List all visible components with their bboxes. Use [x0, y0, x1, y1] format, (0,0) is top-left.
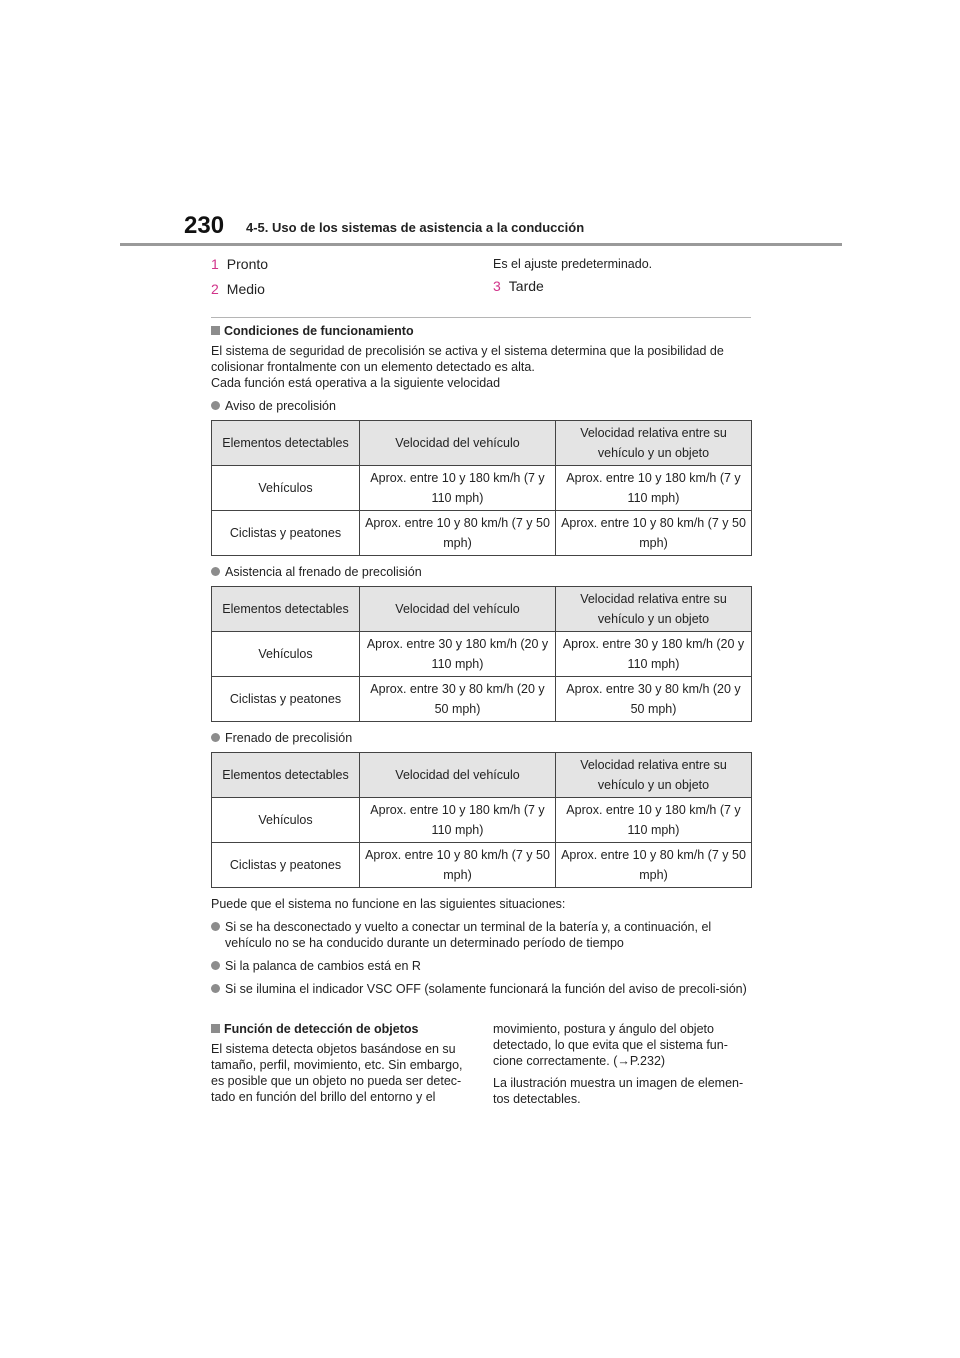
table-cell: Aprox. entre 10 y 180 km/h (7 y 110 mph) [556, 798, 752, 843]
situation-item: Si la palanca de cambios está en R [211, 958, 751, 974]
table-cell: Aprox. entre 10 y 80 km/h (7 y 50 mph) [360, 843, 556, 888]
table-cell: Aprox. entre 10 y 80 km/h (7 y 50 mph) [360, 511, 556, 556]
detection-right-column [493, 1021, 755, 1107]
square-bullet-icon [211, 326, 220, 335]
table-row [212, 798, 752, 843]
section-divider [211, 317, 751, 318]
table-cell: Ciclistas y peatones [212, 843, 360, 888]
conditions-heading: Condiciones de funcionamiento [211, 323, 751, 339]
table-cell: Vehículos [212, 632, 360, 677]
detection-text-right-1: movimiento, postura y ángulo del objeto detectado, lo que evita que el sistema fun-cione correctamente. (→P.232) [493, 1022, 728, 1068]
item-label: Medio [226, 281, 265, 297]
table-1-bullet: Aviso de precolisión [211, 398, 751, 414]
conditions-line-1: El sistema de seguridad de precolisión se activa y el sistema determina que la posibilidad de [211, 344, 724, 358]
header-cell: Velocidad relativa entre su vehículo y un objeto [556, 587, 752, 632]
speed-table-brake-assist [211, 586, 752, 722]
item-number: 1 [211, 256, 219, 272]
item-number: 3 [493, 278, 501, 294]
circle-bullet-icon [211, 984, 220, 993]
table-cell: Aprox. entre 30 y 80 km/h (20 y 50 mph) [556, 677, 752, 722]
table-row [212, 511, 752, 556]
table-cell: Aprox. entre 30 y 80 km/h (20 y 50 mph) [360, 677, 556, 722]
table-cell: Aprox. entre 10 y 80 km/h (7 y 50 mph) [556, 843, 752, 888]
table-row [212, 677, 752, 722]
table-cell: Aprox. entre 10 y 180 km/h (7 y 110 mph) [360, 798, 556, 843]
header-cell: Elementos detectables [212, 587, 360, 632]
table-cell: Ciclistas y peatones [212, 677, 360, 722]
timing-item-2 [211, 281, 265, 297]
table-row [212, 632, 752, 677]
table-row [212, 466, 752, 511]
header-cell: Velocidad del vehículo [360, 753, 556, 798]
section-title: 4-5. Uso de los sistemas de asistencia a la conducción [246, 220, 585, 235]
header-cell: Elementos detectables [212, 753, 360, 798]
header-cell: Velocidad del vehículo [360, 587, 556, 632]
circle-bullet-icon [211, 567, 220, 576]
table-cell: Ciclistas y peatones [212, 511, 360, 556]
header-cell: Elementos detectables [212, 421, 360, 466]
detection-text-left: El sistema detecta objetos basándose en su tamaño, perfil, movimiento, etc. Sin embargo, es posible que un objeto no pueda ser detec-tado en función del brillo del entorno y el [211, 1042, 463, 1104]
table-cell: Aprox. entre 30 y 180 km/h (20 y 110 mph) [556, 632, 752, 677]
detection-heading: Función de detección de objetos [211, 1021, 473, 1037]
item-label: Pronto [226, 256, 269, 272]
square-bullet-icon [211, 1024, 220, 1033]
table-row [212, 843, 752, 888]
speed-table-braking [211, 752, 752, 888]
timing-item-3 [493, 278, 544, 294]
header-cell: Velocidad del vehículo [360, 421, 556, 466]
header-divider [120, 243, 842, 246]
timing-item-1 [211, 256, 268, 272]
header-cell: Velocidad relativa entre su vehículo y un objeto [556, 753, 752, 798]
detection-text-right-2: La ilustración muestra un imagen de elemen-tos detectables. [493, 1076, 744, 1106]
situations-intro: Puede que el sistema no funcione en las siguientes situaciones: [211, 897, 566, 911]
circle-bullet-icon [211, 922, 220, 931]
detection-left-column [211, 1021, 473, 1105]
table-cell: Aprox. entre 10 y 180 km/h (7 y 110 mph) [360, 466, 556, 511]
table-cell: Aprox. entre 10 y 180 km/h (7 y 110 mph) [556, 466, 752, 511]
item-label: Tarde [508, 278, 544, 294]
table-cell: Vehículos [212, 466, 360, 511]
table-cell: Vehículos [212, 798, 360, 843]
table-cell: Aprox. entre 30 y 180 km/h (20 y 110 mph) [360, 632, 556, 677]
page-number: 230 [184, 212, 225, 239]
situation-item: Si se ilumina el indicador VSC OFF (solamente funcionará la función del aviso de precoli-sión) [211, 981, 751, 997]
circle-bullet-icon [211, 401, 220, 410]
speed-table-warning [211, 420, 752, 556]
table-3-bullet: Frenado de precolisión [211, 730, 751, 746]
table-2-bullet: Asistencia al frenado de precolisión [211, 564, 751, 580]
default-note: Es el ajuste predeterminado. [493, 257, 653, 271]
item-number: 2 [211, 281, 219, 297]
circle-bullet-icon [211, 961, 220, 970]
circle-bullet-icon [211, 733, 220, 742]
conditions-line-3: Cada función está operativa a la siguiente velocidad [211, 376, 501, 390]
table-cell: Aprox. entre 10 y 80 km/h (7 y 50 mph) [556, 511, 752, 556]
header-cell: Velocidad relativa entre su vehículo y un objeto [556, 421, 752, 466]
situation-item: Si se ha desconectado y vuelto a conectar un terminal de la batería y, a continuación, el vehículo no se ha conducido durante un determinado período de tiempo [211, 919, 751, 951]
conditions-line-2: colisionar frontalmente con un elemento detectado es alta. [211, 360, 535, 374]
